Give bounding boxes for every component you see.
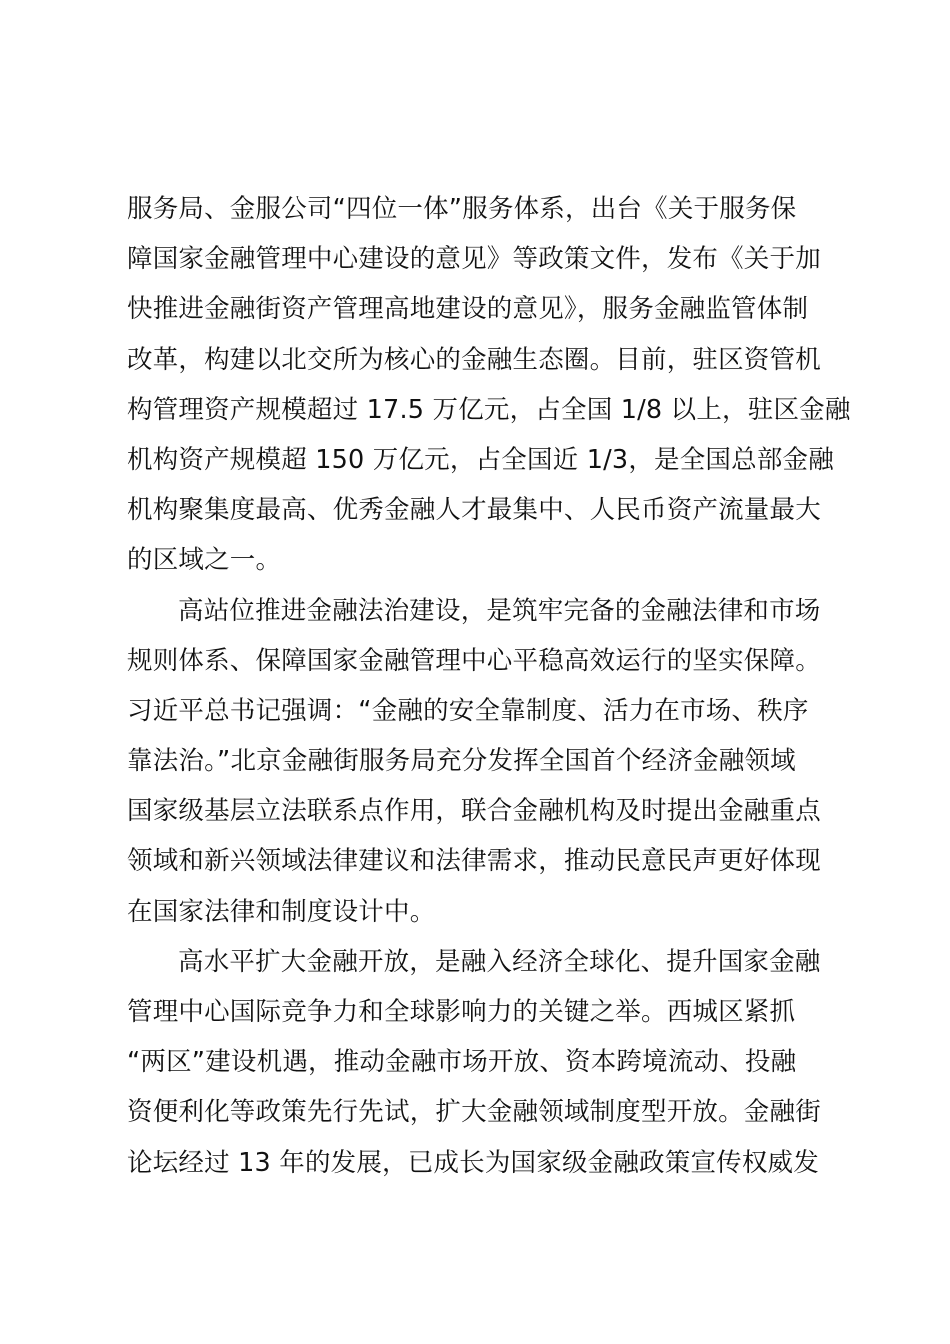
text-line: 资便利化等政策先行先试，扩大金融领域制度型开放。金融街: [127, 1097, 821, 1128]
text-line: 高站位推进金融法治建设，是筑牢完备的金融法律和市场: [178, 595, 821, 626]
text-line: 在国家法律和制度设计中。: [127, 896, 436, 927]
text-line: 管理中心国际竞争力和全球影响力的关键之举。西城区紧抓: [127, 997, 796, 1027]
body-text: [127, 184, 851, 1188]
text-line: “两区”建设机遇，推动金融市场开放、资本跨境流动、投融: [127, 1047, 797, 1078]
text-line: 论坛经过 13 年的发展，已成长为国家级金融政策宣传权威发: [127, 1147, 819, 1178]
text-line: 机构资产规模超 150 万亿元，占全国近 1/3，是全国总部金融: [127, 444, 834, 475]
text-line: 障国家金融管理中心建设的意见》等政策文件，发布《关于加: [127, 244, 821, 275]
text-line: 的区域之一。: [127, 545, 282, 576]
text-line: 高水平扩大金融开放，是融入经济全球化、提升国家金融: [178, 946, 821, 977]
text-line: 领域和新兴领域法律建议和法律需求，推动民意民声更好体现: [127, 846, 821, 877]
text-line: 靠法治。”北京金融街服务局充分发挥全国首个经济金融领域: [127, 746, 796, 777]
text-line: 规则体系、保障国家金融管理中心平稳高效运行的坚实保障。: [127, 645, 821, 676]
text-line: 改革，构建以北交所为核心的金融生态圈。目前，驻区资管机: [127, 344, 821, 375]
text-line: 国家级基层立法联系点作用，联合金融机构及时提出金融重点: [127, 796, 821, 827]
text-line: 机构聚集度最高、优秀金融人才最集中、人民币资产流量最大: [127, 495, 821, 526]
text-line: 习近平总书记强调：“金融的安全靠制度、活力在市场、秩序: [127, 695, 809, 726]
text-line: 服务局、金服公司“四位一体”服务体系，出台《关于服务保: [127, 194, 797, 224]
text-line: 构管理资产规模超过 17.5 万亿元，占全国 1/8 以上，驻区金融: [127, 394, 851, 425]
text-line: 快推进金融街资产管理高地建设的意见》，服务金融监管体制: [127, 294, 809, 325]
